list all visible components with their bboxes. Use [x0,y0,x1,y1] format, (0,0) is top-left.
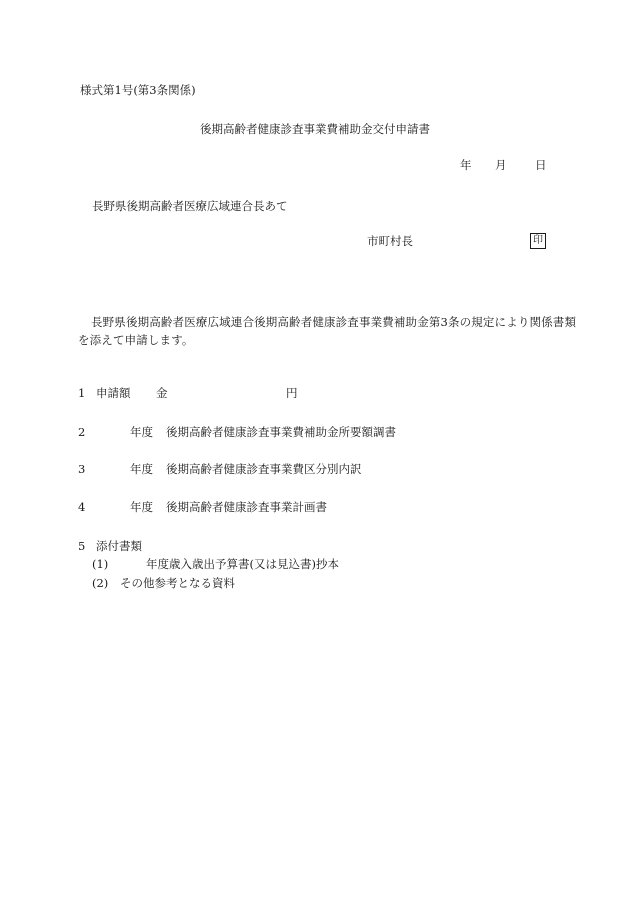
fiscal-year-label: 年度 [130,500,153,514]
sub-item-text: 年度歳入歳出予算書(又は見込書)抄本 [146,557,339,571]
body-paragraph: 長野県後期高齢者医療広域連合後期高齢者健康診査事業費補助金第3条の規定により関係書類を添えて申請します。 [78,315,577,347]
fiscal-year-label: 年度 [130,462,153,476]
seal-mark: 印 [530,233,546,249]
date-day: 日 [535,158,547,172]
date-line [460,160,547,172]
list-item-project-plan [78,502,327,514]
item-number: 1 [78,386,86,400]
sub-item-text: その他参考となる資料 [120,576,235,590]
list-item-budget-statement [78,427,396,439]
item-number: 4 [78,500,86,514]
list-item-application-amount [78,388,298,400]
amount-prefix: 金 [156,386,168,400]
item-label: 申請額 [96,386,131,400]
list-item-breakdown [78,464,362,476]
item-number: 2 [78,425,86,439]
item-number: 3 [78,462,86,476]
amount-unit: 円 [286,386,298,400]
document-title: 後期高齢者健康診査事業費補助金交付申請書 [200,122,430,136]
item-text: 後期高齢者健康診査事業費補助金所要額調書 [166,425,396,439]
sub-item-number: (1) [92,557,109,571]
fiscal-year-label: 年度 [130,425,153,439]
date-month: 月 [495,158,507,172]
item-text: 後期高齢者健康診査事業計画書 [166,500,327,514]
item-text: 後期高齢者健康診査事業費区分別内訳 [166,462,362,476]
list-item-attachments [78,541,142,553]
date-year: 年 [460,158,472,172]
form-number: 様式第1号(第3条関係) [80,83,196,97]
signer-label: 市町村長 [367,234,413,248]
item-number: 5 [78,539,86,553]
addressee: 長野県後期高齢者医療広域連合長あて [92,199,288,213]
item-label: 添付書類 [96,539,142,553]
attachment-item-2 [92,578,235,590]
attachment-item-1 [92,559,339,571]
sub-item-number: (2) [92,576,109,590]
